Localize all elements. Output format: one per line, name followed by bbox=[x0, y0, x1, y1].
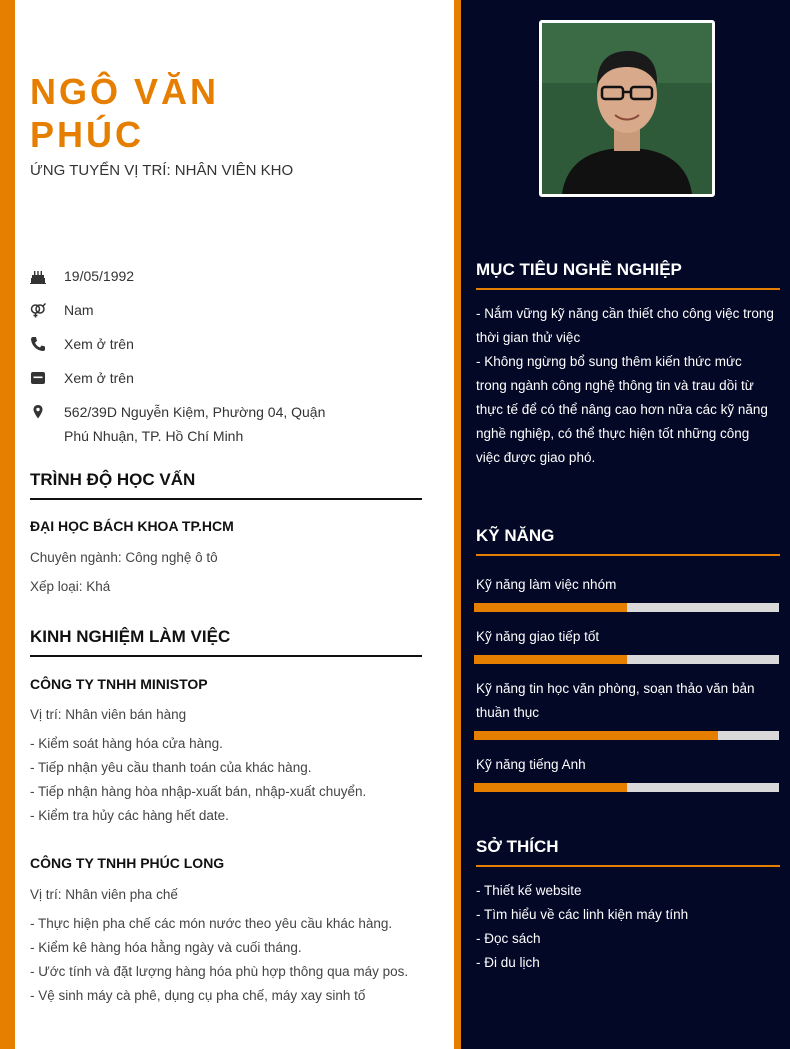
job-task: - Ước tính và đặt lượng hàng hóa phù hợp thông qua máy pos. bbox=[30, 964, 409, 979]
gender-icon bbox=[30, 302, 46, 318]
job-task-list bbox=[30, 732, 366, 828]
education-major: Chuyên ngành: Công nghệ ô tô bbox=[30, 550, 218, 565]
job-task: - Tiếp nhận hàng hòa nhập-xuất bán, nhập-xuất chuyển. bbox=[30, 784, 367, 799]
address-line-2: Phú Nhuận, TP. Hồ Chí Minh bbox=[64, 428, 244, 444]
applied-position: ỨNG TUYỂN VỊ TRÍ: NHÂN VIÊN KHO bbox=[30, 162, 294, 179]
job-task: - Kiểm kê hàng hóa hằng ngày và cuối tháng. bbox=[30, 940, 302, 955]
skill-bar-fill bbox=[474, 655, 627, 664]
job-task: - Vệ sinh máy cà phê, dụng cụ pha chế, máy xay sinh tố bbox=[30, 988, 366, 1003]
gender-text: Nam bbox=[64, 302, 94, 318]
job-task: - Thực hiện pha chế các món nước theo yêu cầu khác hàng. bbox=[30, 916, 393, 931]
skill-label: Kỹ năng giao tiếp tốt bbox=[476, 629, 600, 644]
job-role: Vị trí: Nhân viên bán hàng bbox=[30, 707, 187, 722]
job-task: - Kiểm soát hàng hóa cửa hàng. bbox=[30, 736, 223, 751]
candidate-name: NGÔ VĂN PHÚC bbox=[30, 71, 220, 155]
profile-photo-image bbox=[542, 23, 712, 194]
hobby-item: - Đi du lịch bbox=[476, 955, 540, 970]
phone-text: Xem ở trên bbox=[64, 336, 134, 352]
objective-line-2: - Không ngừng bổ sung thêm kiến thức mức trong ngành công nghệ thông tin và trau dồi từ thực tế để có thể nâng cao hơn nữa các kỹ năng nghề nghiệp, có thể thực hiện tốt những công việc được giao phó. bbox=[476, 354, 768, 465]
skill-label: Kỹ năng làm việc nhóm bbox=[476, 577, 617, 592]
job-task: - Tiếp nhận yêu cầu thanh toán của khác hàng. bbox=[30, 760, 312, 775]
right-sidebar bbox=[461, 0, 790, 1049]
objective-title: MỤC TIÊU NGHỀ NGHIỆP bbox=[476, 260, 780, 290]
skill-bar bbox=[474, 603, 779, 612]
hobby-list bbox=[476, 879, 776, 975]
skill-bar-fill bbox=[474, 731, 718, 740]
job-company: CÔNG TY TNHH PHÚC LONG bbox=[30, 855, 225, 871]
experience-title: KINH NGHIỆM LÀM VIỆC bbox=[30, 627, 422, 657]
profile-photo bbox=[539, 20, 715, 197]
skill-bar bbox=[474, 731, 779, 740]
middle-accent-stripe bbox=[454, 0, 461, 1049]
objective-line-1: - Nắm vững kỹ năng cần thiết cho công việc trong thời gian thử việc bbox=[476, 306, 774, 345]
email-text: Xem ở trên bbox=[64, 370, 134, 386]
job-task: - Kiểm tra hủy các hàng hết date. bbox=[30, 808, 229, 823]
education-title: TRÌNH ĐỘ HỌC VẤN bbox=[30, 470, 422, 500]
hobbies-title: SỞ THÍCH bbox=[476, 837, 780, 867]
hobby-item: - Tìm hiểu về các linh kiện máy tính bbox=[476, 907, 689, 922]
left-column bbox=[15, 0, 454, 1049]
skill-bar-fill bbox=[474, 783, 627, 792]
birthday-text: 19/05/1992 bbox=[64, 268, 135, 284]
birthday-cake-icon bbox=[30, 268, 46, 284]
job-role: Vị trí: Nhân viên pha chế bbox=[30, 887, 178, 902]
location-pin-icon bbox=[30, 404, 46, 420]
job-company: CÔNG TY TNHH MINISTOP bbox=[30, 676, 208, 692]
skills-title: KỸ NĂNG bbox=[476, 526, 780, 556]
hobby-item: - Thiết kế website bbox=[476, 883, 582, 898]
email-icon bbox=[30, 370, 46, 386]
skill-bar bbox=[474, 783, 779, 792]
skill-bar-fill bbox=[474, 603, 627, 612]
address-text bbox=[64, 400, 325, 448]
skill-label: Kỹ năng tiếng Anh bbox=[476, 757, 586, 772]
skill-bar bbox=[474, 655, 779, 664]
education-grade: Xếp loại: Khá bbox=[30, 579, 111, 594]
skill-label: Kỹ năng tin học văn phòng, soạn thảo văn bản thuần thục bbox=[476, 681, 755, 720]
address-line-1: 562/39D Nguyễn Kiệm, Phường 04, Quận bbox=[64, 404, 326, 420]
left-accent-stripe bbox=[0, 0, 15, 1049]
job-task-list bbox=[30, 912, 408, 1008]
hobby-item: - Đọc sách bbox=[476, 931, 541, 946]
education-school: ĐẠI HỌC BÁCH KHOA TP.HCM bbox=[30, 518, 234, 534]
phone-icon bbox=[30, 336, 46, 352]
